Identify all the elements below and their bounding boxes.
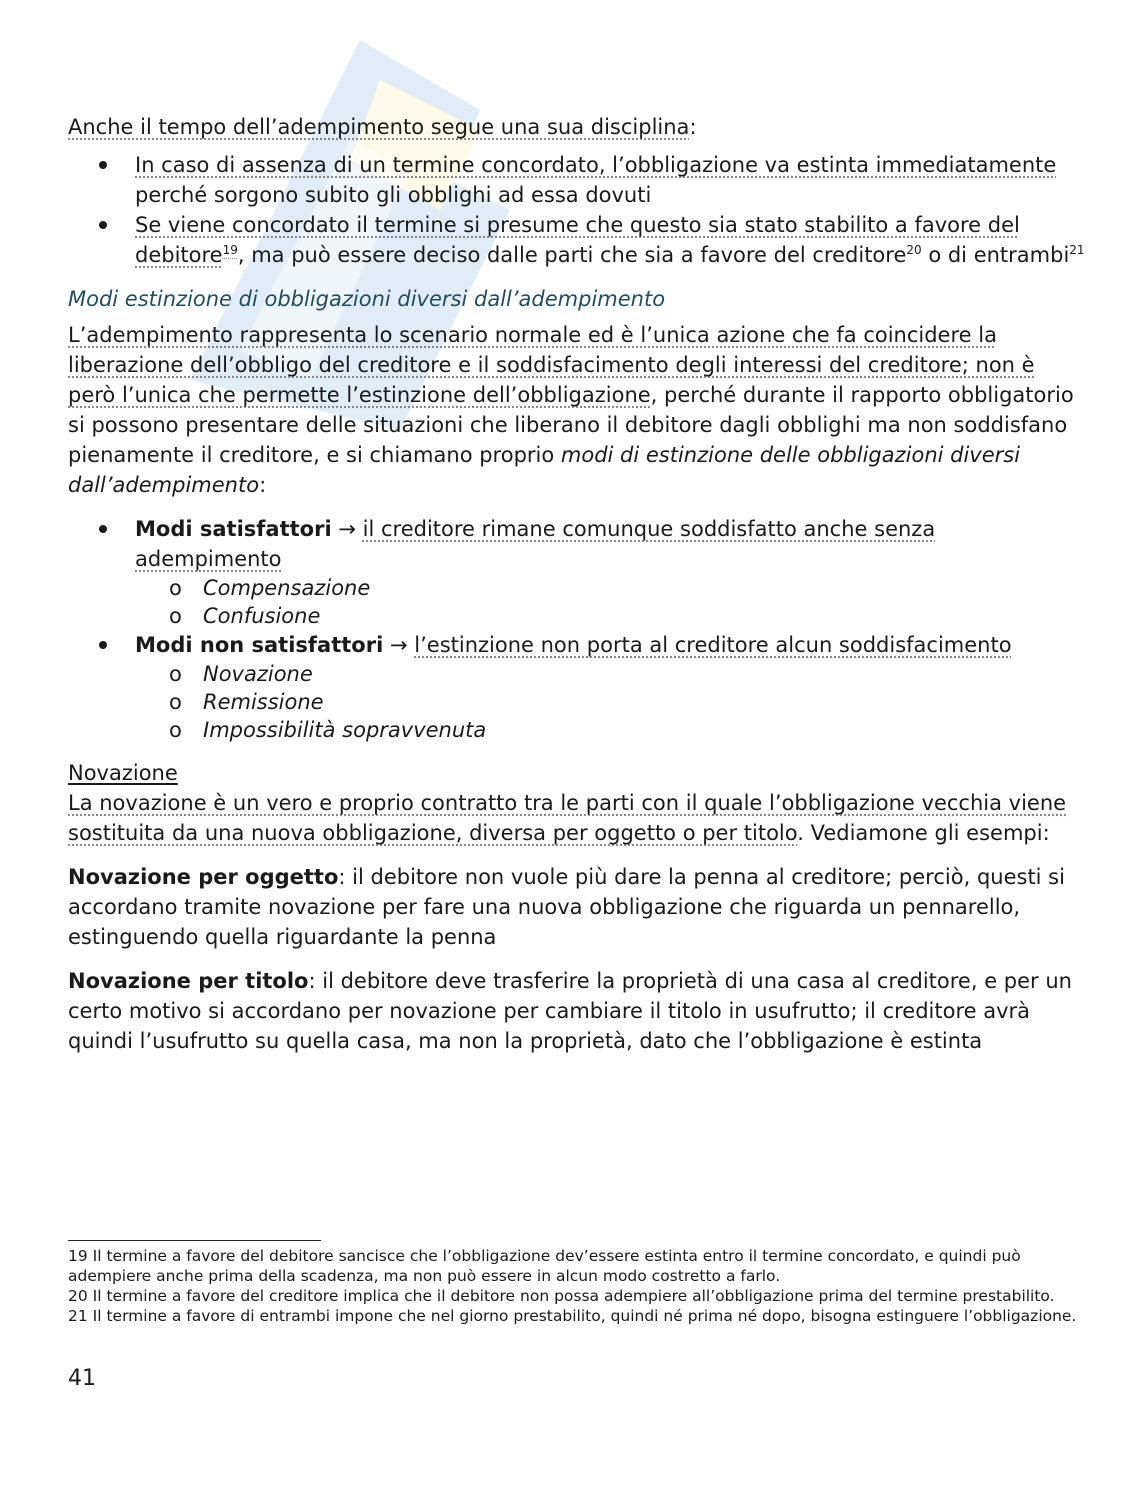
paragraph-text: : il debitore non vuole più dare la penna al creditore; perciò, questi si accordano tramite novazione per fare una nuova obbligazione che riguarda un pennarello, estinguendo quella riguardante la penna xyxy=(68,865,1065,949)
bullet-text: perché sorgono subito gli obblighi ad essa dovuti xyxy=(135,183,652,207)
bullet-bold-label: Modi non satisfattori xyxy=(135,633,384,657)
bullet-underlined-text: l’estinzione non porta al creditore alcun soddisfacimento xyxy=(414,633,1012,657)
bullet-underlined-text: In caso di assenza di un termine concordato, l’obbligazione va estinta immediatamente xyxy=(135,153,1057,177)
main-content xyxy=(68,112,1088,1056)
novazione-titolo-paragraph xyxy=(68,966,1088,1056)
modes-bullet-list xyxy=(68,514,1088,744)
section-heading: Modi estinzione di obbligazioni diversi dall’adempimento xyxy=(68,287,666,311)
novazione-heading: Novazione xyxy=(68,761,178,785)
bullet-underlined-text: Se viene concordato il termine si presume che questo sia stato stabilito a favore del debitore xyxy=(135,213,1020,267)
paragraph-italic-text: modi di estinzione delle obbligazioni diversi dall’adempimento xyxy=(68,443,1021,497)
novazione-oggetto-paragraph xyxy=(68,862,1088,952)
sub-list-item: o Novazione xyxy=(135,660,1088,688)
arrow-icon: → xyxy=(389,633,408,657)
footnote-20: 20 Il termine a favore del creditore implica che il debitore non possa adempiere all’obbligazione prima del termine prestabilito. xyxy=(68,1287,1055,1305)
sub-list-item: o Remissione xyxy=(135,688,1088,716)
bullet-underlined-text: il creditore rimane comunque soddisfatto anche senza adempimento xyxy=(135,517,936,571)
footnote-19: 19 Il termine a favore del debitore sancisce che l’obbligazione dev’essere estinta entro il termine concordato, e quindi può adempiere anche prima della scadenza, ma non può essere in alcun modo costretto a farlo. xyxy=(68,1247,1021,1285)
footnotes xyxy=(68,1246,1078,1326)
footnote-separator xyxy=(68,1240,321,1241)
paragraph-underlined-text: La novazione è un vero e proprio contratto tra le parti con il quale l’obbligazione vecchia viene sostituita da una nuova obbligazione, diversa per oggetto o per titolo xyxy=(68,791,1067,845)
bullet-text: o di entrambi xyxy=(921,243,1070,267)
paragraph-text: : il debitore deve trasferire la proprietà di una casa al creditore, e per un certo motivo si accordano per novazione per cambiare il titolo in usufrutto; il creditore avrà quindi l’usufrutto su quella casa, ma non la proprietà, dato che l’obbligazione è estinta xyxy=(68,969,1072,1053)
footnote-ref-20[interactable]: 20 xyxy=(906,243,922,257)
bullet-bold-label: Modi satisfattori xyxy=(135,517,332,541)
sub-list xyxy=(135,574,1088,630)
paragraph-underlined-text: L’adempimento rappresenta lo scenario normale ed è l’unica azione che fa coincidere la liberazione dell’obbligo del creditore e il soddisfacimento degli interessi del creditore; non è però l’unica che permette l’estinzione dell’obbligazione xyxy=(68,323,1035,407)
list-item xyxy=(68,150,1088,210)
adempimento-paragraph xyxy=(68,320,1088,500)
page-number: 41 xyxy=(68,1366,96,1391)
list-item xyxy=(68,210,1088,270)
footnote-ref-21[interactable]: 21 xyxy=(1069,243,1085,257)
footnote-21: 21 Il termine a favore di entrambi impone che nel giorno prestabilito, quindi né prima né dopo, bisogna estinguere l’obbligazione. xyxy=(68,1307,1077,1325)
sub-list-item: o Confusione xyxy=(135,602,1088,630)
intro-underlined-text: Anche il tempo dell’adempimento segue una sua disciplina xyxy=(68,115,690,139)
sub-list-item: o Compensazione xyxy=(135,574,1088,602)
sub-list-item: o Impossibilità sopravvenuta xyxy=(135,716,1088,744)
intro-tail: : xyxy=(689,115,697,139)
novazione-paragraph xyxy=(68,788,1088,848)
bullet-text: , ma può essere deciso dalle parti che sia a favore del creditore xyxy=(237,243,907,267)
paragraph-text: , perché durante il rapporto obbligatorio si possono presentare delle situazioni che liberano il debitore dagli obblighi ma non soddisfano pienamente il creditore, e si chiamano proprio xyxy=(68,383,1074,467)
paragraph-bold-label: Novazione per titolo xyxy=(68,969,309,993)
sub-list xyxy=(135,660,1088,744)
footnote-ref-19[interactable]: 19 xyxy=(222,243,238,257)
paragraph-tail: . Vediamone gli esempi: xyxy=(797,821,1050,845)
intro-paragraph xyxy=(68,112,1088,142)
paragraph-bold-label: Novazione per oggetto xyxy=(68,865,339,889)
list-item xyxy=(68,630,1088,744)
timing-bullet-list xyxy=(68,150,1088,270)
arrow-icon: → xyxy=(338,517,356,541)
paragraph-tail: : xyxy=(259,473,267,497)
list-item xyxy=(68,514,1088,630)
